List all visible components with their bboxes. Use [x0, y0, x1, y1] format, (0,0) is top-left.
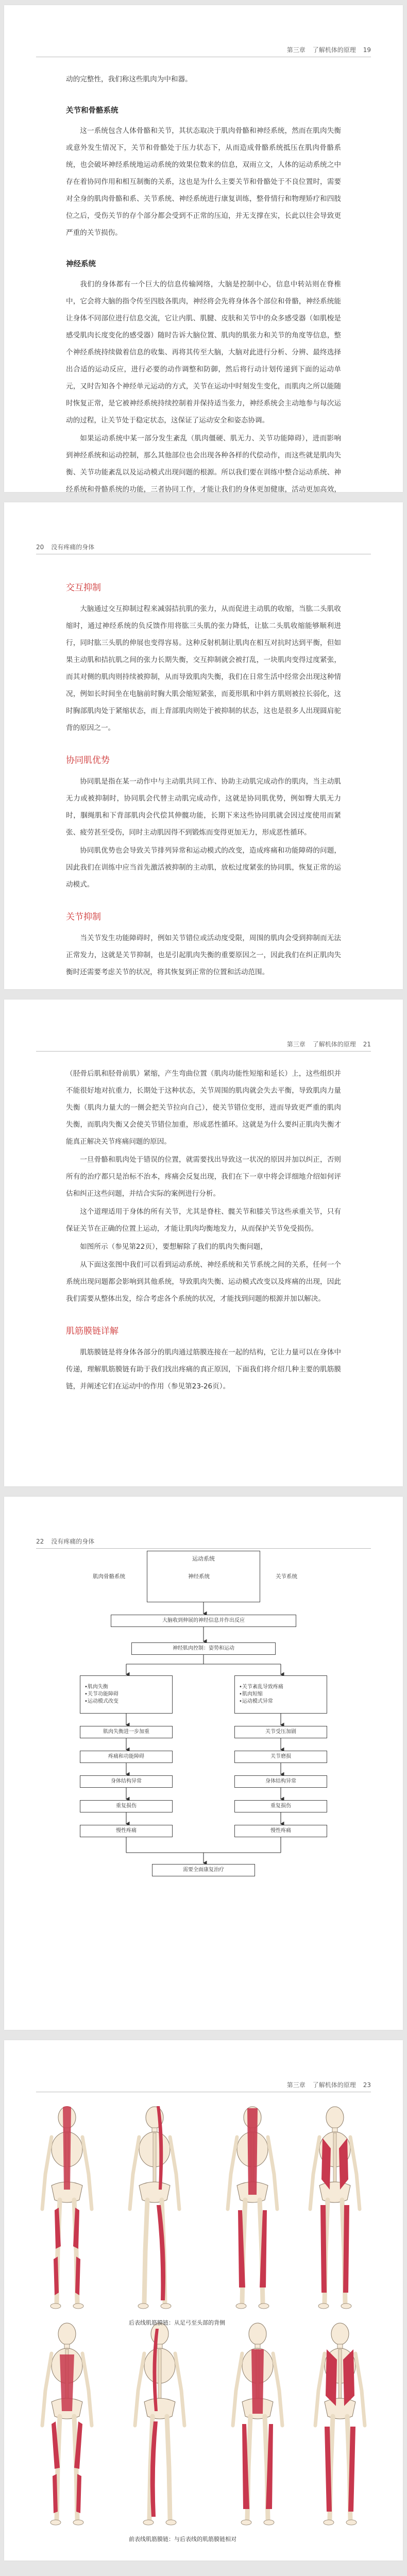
paragraph: （胫骨后肌和胫骨前肌）紧缩，产生弯曲位置（肌肉功能性短缩和延长）上，这些组织并不能很好地对抗重力，长期处于这种状态，关节周围的肌肉就会失去平衡，导致肌肉力量失衡（肌肉力量大的一侧会把关节拉向自己），使关节错位变形，进而导致更严重的肌肉失衡，而肌肉失衡又会使关节错位加重，形成恶性循环。这就是为什么要纠正肌肉失衡才能真正解决关节疼痛问题的原因。 [66, 1070, 341, 1146]
flow-step: 关节受压加剧 [234, 1726, 327, 1738]
running-head [287, 1040, 371, 1048]
section-heading: 交互抑制 [66, 583, 101, 593]
flow-step: 关节磨损 [234, 1751, 327, 1763]
flow-step: 身体结构异常 [234, 1775, 327, 1788]
figure-front-1 [42, 2323, 92, 2525]
chapter-label: 第三章 [286, 2081, 306, 2089]
paragraph: 如图所示（参见第22页），要想解除了我们的肌肉失衡问题， [80, 1243, 268, 1251]
paragraph: 动的完整性，我们称这些肌肉为中和器。 [66, 75, 192, 83]
flow-step: 大脑收到伸展的神经信息并作出反应 [111, 1615, 296, 1627]
flow-left-detail: •肌肉失衡 •关节功能障碍 •运动模式改变 [80, 1675, 173, 1714]
flow-right-detail: •关节紊乱导致疼痛 •肌肉短缩 •运动模式异常 [234, 1675, 327, 1714]
chapter-title: 了解机体的原理 [312, 46, 356, 54]
page-number: 20 [36, 543, 44, 551]
figure-back-2 [228, 2107, 277, 2309]
page-number: 22 [36, 1537, 44, 1545]
paragraph: 肌筋膜链是将身体各部分的肌肉通过筋膜连接在一起的结构，它让力量可以在身体中传递，理解肌筋膜链有助于我们找出疼痛的真正原因，下面我们将介绍几种主要的肌筋膜链，并阐述它们在运动中的作用（参见第23-26页）。 [66, 1348, 341, 1391]
running-head [36, 543, 94, 551]
header-rule [36, 1548, 371, 1549]
page-20 [4, 502, 403, 989]
section-heading: 关节和骨骼系统 [66, 107, 118, 115]
flow-step: 身体结构异常 [80, 1775, 173, 1788]
figure-caption: 后表线肌筋膜链：从足弓至头部的背侧 [129, 2319, 225, 2326]
figure-back-3 [310, 2107, 360, 2309]
chapter-title: 了解机体的原理 [312, 2081, 356, 2089]
flow-step: 慢性疼痛 [234, 1825, 327, 1837]
paragraph: 这个道理适用于身体的所有关节，尤其是脊柱、髋关节和膝关节这些承重关节，只有保证关节在正确的位置上运动，才能让肌肉均衡地发力，从而保护关节免受损伤。 [66, 1208, 341, 1233]
figure-side-1 [130, 2106, 179, 2309]
paragraph: 大脑通过交互抑制过程来减弱拮抗肌的张力，从而促进主动肌的收缩，当肱二头肌收缩时，通过神经系统的负反馈作用将肱三头肌的张力降低，让肱二头肌收缩能够顺利进行，同时肱三头肌的伸展也变得容易。这种反射机制让肌肉在相互对抗时达到平衡，但如果主动肌和拮抗肌之间的张力长期失衡，交互抑制就会被打乱，一块肌肉变得过度紧张，而其对侧的肌肉则持续被抑制，从而导致肌肉失衡，我们在日常生活中经常会出现这种情况，例如长时间坐在电脑前时胸大肌会缩短紧张，而菱形肌和中斜方肌则被拉长弱化，这时胸部肌肉处于紧缩状态，而上背部肌肉则处于被抑制的状态，这也是很多人出现圆肩驼背的原因之一。 [66, 605, 341, 732]
page-body [66, 71, 341, 516]
figure-caption: 前表线肌筋膜链：与后表线的肌筋膜链相对 [129, 2536, 236, 2543]
footer [0, 2566, 407, 2576]
running-head [287, 45, 371, 54]
page-body [66, 580, 341, 982]
figure-side-2 [135, 2323, 184, 2525]
section-heading: 协同肌优势 [66, 755, 110, 766]
flow-step: 重复损伤 [80, 1800, 173, 1812]
paragraph: 一旦骨骼和肌肉处于错误的位置，就需要找出导致这一状况的原因并加以纠正，否则所有的治疗都只是治标不治本，疼痛会反复出现，我们在下一章中将会详细地介绍如何评估和纠正这些问题，并结合实际的案例进行分析。 [66, 1156, 341, 1198]
figure-back-1 [42, 2106, 92, 2309]
paragraph: 协同肌优势也会导致关节排列异常和运动模式的改变，造成疼痛和功能障碍的问题，因此我们在训练中应当首先激活被抑制的主动肌，放松过度紧张的协同肌，恢复正常的运动模式。 [66, 846, 341, 889]
paragraph: 如果运动系统中某一部分发生紊乱（肌肉僵硬、肌无力、关节功能障碍），进而影响到神经系统和运动控制，那么其他部位也会出现各种各样的代偿动作，而这些就是肌肉失衡、关节功能紊乱以及运动模式出现问题的根源。所以我们要在训练中整合运动系统、神经系统和骨骼系统的功能，三者协同工作，才能让我们的身体更加健康，活动更加高效， [66, 434, 341, 494]
chapter-title: 了解机体的原理 [312, 1041, 356, 1048]
book-title: 没有疼痛的身体 [51, 1538, 95, 1545]
section-heading: 关节抑制 [66, 912, 101, 922]
page-21 [4, 999, 403, 1486]
page-19 [4, 5, 403, 492]
section-heading: 神经系统 [66, 260, 96, 268]
flow-step: 重复损伤 [234, 1800, 327, 1812]
running-head [36, 1537, 94, 1546]
running-head [287, 2080, 371, 2089]
motion-system-label: 运动系统 [192, 1555, 215, 1562]
chapter-label: 第三章 [286, 1041, 306, 1048]
figure-front-2 [233, 2323, 282, 2525]
section-heading: 肌筋膜链详解 [66, 1326, 118, 1336]
flow-step: 需要全面康复治疗 [152, 1864, 255, 1876]
figure-front-3 [315, 2323, 365, 2525]
paragraph: 协同肌是指在某一动作中与主动肌共同工作、协助主动肌完成动作的肌肉，当主动肌无力或被抑制时，协同肌会代替主动肌完成动作，这就是协同肌优势，例如臀大肌无力时，腘绳肌和下背部肌肉会代偿其伸髋功能，长期下来这些协同肌就会因过度使用而紧张、疲劳甚至受伤，同时主动肌因得不到锻炼而变得更加无力，形成恶性循环。 [66, 777, 341, 837]
flow-step: 神经肌肉控制：姿势和运动 [131, 1642, 276, 1655]
paragraph: 这一系统包含人体骨骼和关节，其状态取决于肌肉骨骼和神经系统，然而在肌肉失衡或意外发生情况下，关节和骨骼处于压力状态下，从而造成骨骼系统抵压在肌肉骨骼系统，也会破坏神经系统地运动系统的效果位数来的信息，双雨立文，人体的运动系统之中存在着协同作用和相互制衡的关系，这也是为什么主要关节和骨骼处于不良位置时，需要对全身的肌肉骨骼和系、关节系统、神经系统进行康复训练，整骨情行和物理矫疗和四肢位之后，受伤关节的存个部分都会受到不正常的压迫，并无支撑在实，长此以往会导致更严重的关节损伤。 [66, 127, 341, 237]
joint-label: 关节系统 [276, 1573, 297, 1580]
nervous-label: 神经系统 [188, 1573, 210, 1580]
flow-step: 疼痛和功能障碍 [80, 1751, 173, 1763]
paragraph: 我们的身体都有一个巨大的信息传输网络，大脑是控制中心，信息中转站则在脊椎中，它会将大脑的指令传至四肢各肌肉，神经将会先将身体各个部位和骨骼，神经系统能让身体不同部位进行信息交流，它让内肌、肌腱、皮肤和关节中的众多感受器（如肌梭是感受肌肉长度变化的感受器）随时告诉大脑位置、肌肉的肌张力和关节的角度等信息，整个神经系统持续做着信息的收集、再将其传至大脑，大脑对此进行分析、分辨、最终选择出合适的运动反应，进行必要的动作调整和防御，然后将行动计划传递到下面的运动单元，又时告知各个神经单元运动的方式，关节在运动中时刻发生变化，而肌肉之所以能随时恢复正常，是它被神经系统持续控制着并保持适当张力，神经系统会主动地参与每次运动的过程，让关节处于稳定状态，这保证了运动安全和姿态协调。 [66, 280, 341, 425]
flow-step: 肌肉失衡进一步加重 [80, 1726, 173, 1738]
page-number: 19 [363, 46, 371, 54]
paragraph: 当关节发生功能障碍时，例如关节错位或活动度受限，周围的肌肉会受到抑制而无法正常发力，这就是关节抑制，也是引起肌肉失衡的重要原因之一，因此我们在纠正肌肉失衡时还需要考虑关节的状况，将其恢复到正常的位置和活动范围。 [66, 934, 341, 976]
musculoskeletal-label: 肌肉骨骼系统 [93, 1573, 125, 1580]
motion-system-flowchart [49, 1551, 358, 1901]
header-rule [36, 1051, 371, 1052]
page-number: 23 [363, 2081, 371, 2089]
book-title: 没有疼痛的身体 [51, 544, 95, 551]
page-number: 21 [363, 1040, 371, 1048]
flow-step: 慢性疼痛 [80, 1825, 173, 1837]
paragraph: 从下面这张图中我们可以看到运动系统、神经系统和关节系统之间的关系，任何一个系统出现问题都会影响到其他系统，导致肌肉失衡、运动模式改变以及疼痛的出现，因此我们需要从整体出发，综合考虑各个系统的状况，才能找到问题的根源并加以解决。 [66, 1261, 341, 1303]
page-body [66, 1065, 341, 1396]
chapter-label: 第三章 [286, 46, 306, 54]
publisher-logo [366, 2574, 400, 2576]
